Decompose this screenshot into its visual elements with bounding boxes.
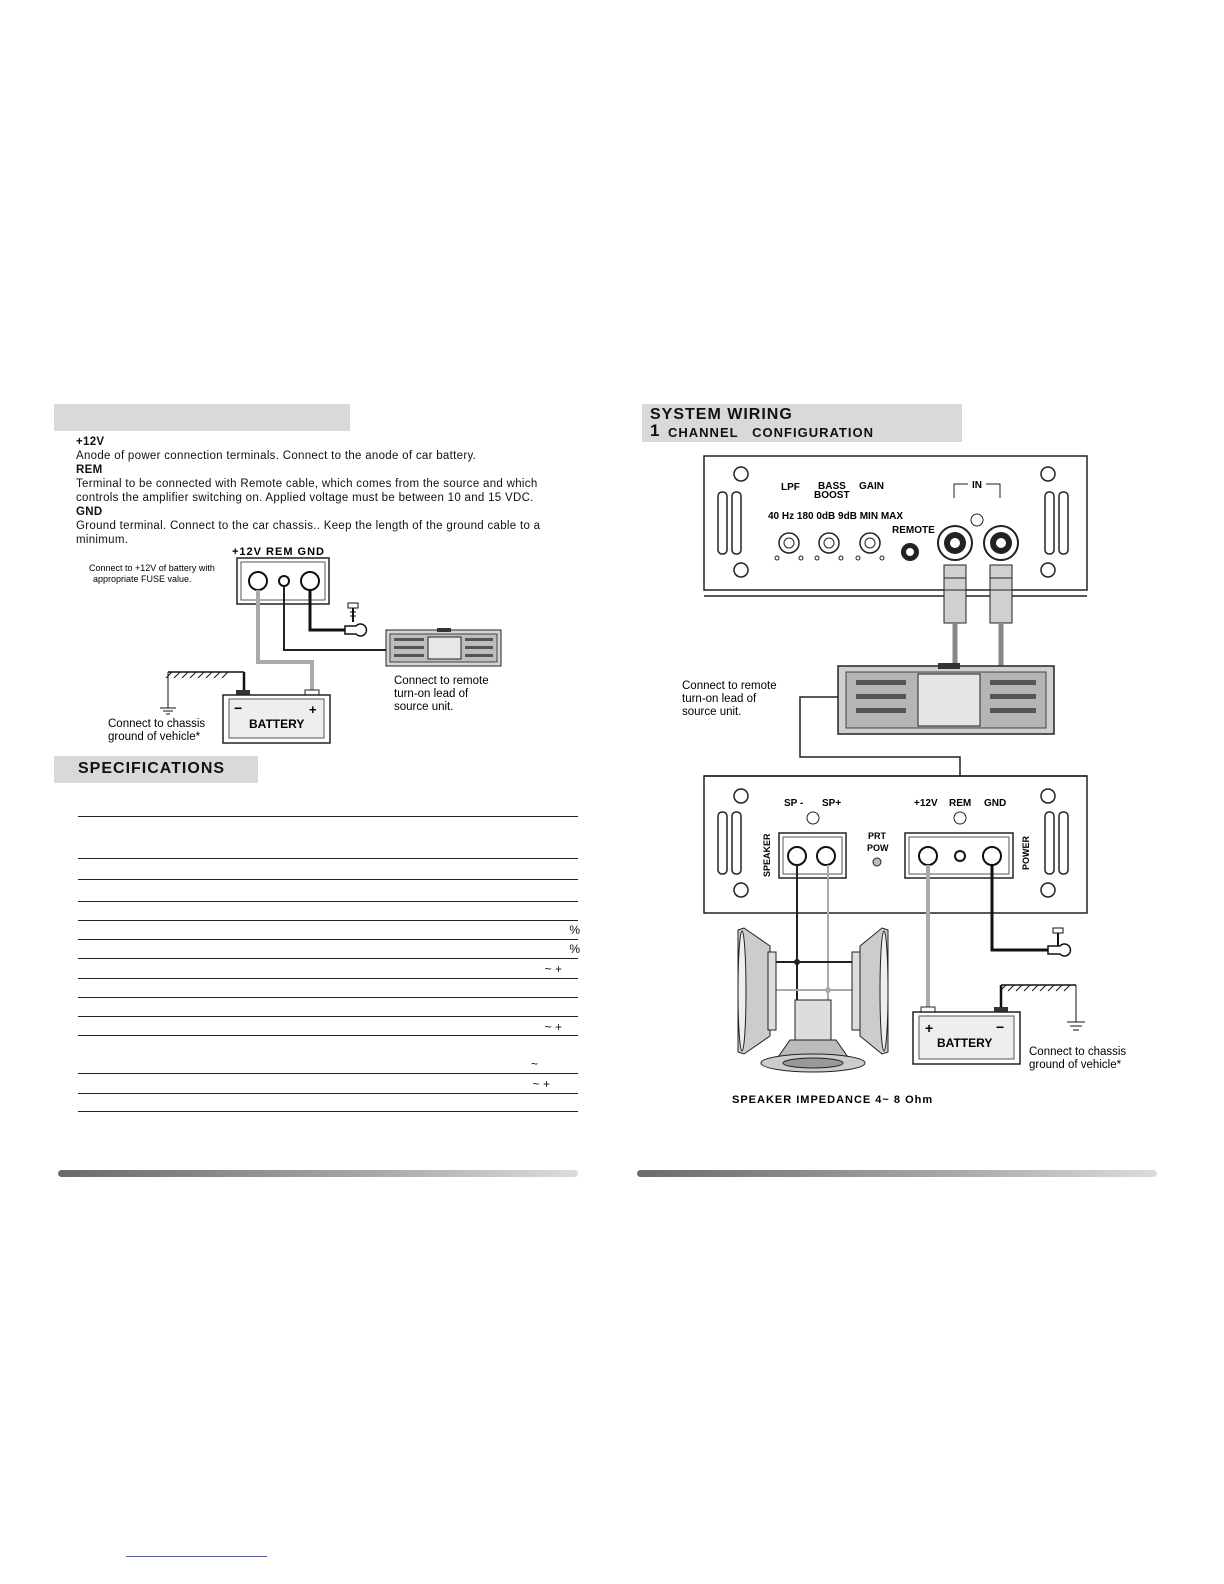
bass-boost-knob bbox=[819, 533, 839, 553]
ring-terminal-icon bbox=[1048, 944, 1070, 956]
terminal-name-rem: REM bbox=[76, 464, 103, 476]
spec-rule bbox=[78, 1093, 578, 1094]
battery-label: BATTERY bbox=[937, 1036, 993, 1050]
spec-rule bbox=[78, 997, 578, 998]
battery-plus: + bbox=[309, 702, 317, 717]
battery-plus: + bbox=[925, 1020, 934, 1036]
remote-note-2: turn-on lead of bbox=[682, 693, 757, 705]
remote-note-3: source unit. bbox=[394, 701, 454, 713]
screw-icon bbox=[1053, 928, 1063, 946]
spec-symbol: % bbox=[569, 942, 580, 956]
spec-rule bbox=[78, 958, 578, 959]
screw-icon bbox=[807, 812, 819, 824]
specifications-title: SPECIFICATIONS bbox=[78, 760, 226, 777]
speaker-icon bbox=[852, 928, 888, 1054]
amplifier-control-panel bbox=[704, 456, 1087, 596]
bass-boost-label-1: BASS bbox=[818, 481, 846, 492]
spec-rule bbox=[78, 939, 578, 940]
spec-rule bbox=[78, 1111, 578, 1112]
terminal-gnd bbox=[301, 572, 319, 590]
battery-minus: − bbox=[234, 700, 243, 716]
screw-icon bbox=[1041, 883, 1055, 897]
sp-plus-label: SP+ bbox=[822, 798, 842, 809]
screw-icon bbox=[971, 514, 983, 526]
right-footer-bar bbox=[637, 1170, 1157, 1177]
gain-label: GAIN bbox=[859, 481, 884, 492]
terminal-rem bbox=[279, 576, 289, 586]
speaker-terminal-minus bbox=[788, 847, 806, 865]
speaker-impedance-label: SPEAKER IMPEDANCE 4~ 8 Ohm bbox=[732, 1094, 934, 1106]
screw-icon bbox=[1041, 467, 1055, 481]
spec-rule bbox=[78, 858, 578, 859]
speaker-icon bbox=[738, 928, 776, 1054]
terminal-wiring-diagram bbox=[0, 540, 612, 750]
spec-rule bbox=[78, 901, 578, 902]
system-wiring-title: SYSTEM WIRING bbox=[650, 406, 793, 423]
terminal-name-gnd: GND bbox=[76, 506, 103, 518]
battery-minus: − bbox=[996, 1019, 1005, 1035]
gain-knob bbox=[860, 533, 880, 553]
system-wiring-diagram bbox=[612, 450, 1224, 1120]
screw-icon bbox=[734, 467, 748, 481]
spec-symbol: ~ + bbox=[544, 962, 562, 976]
spec-rule bbox=[78, 1035, 578, 1036]
terminal-labels: +12V REM GND bbox=[232, 546, 325, 558]
spec-symbol: ~ + bbox=[544, 1020, 562, 1034]
power-terminal-12v bbox=[919, 847, 937, 865]
indicator-led bbox=[873, 858, 881, 866]
terminal-desc-gnd: Ground terminal. Connect to the car chassis.. Keep the length of the ground cable to a minimum. bbox=[76, 520, 541, 546]
gnd-label: GND bbox=[984, 798, 1007, 809]
lpf-knob bbox=[779, 533, 799, 553]
spec-rule bbox=[78, 816, 578, 817]
rem-label: REM bbox=[949, 798, 972, 809]
input-label: IN bbox=[972, 480, 982, 491]
ring-terminal-icon bbox=[345, 624, 366, 636]
screw-icon bbox=[954, 812, 966, 824]
screw-icon bbox=[734, 789, 748, 803]
pow-label: POW bbox=[867, 843, 889, 853]
bottom-underline bbox=[126, 1556, 267, 1557]
chassis-note-2: ground of vehicle* bbox=[1029, 1059, 1122, 1071]
remote-note-2: turn-on lead of bbox=[394, 688, 469, 700]
chassis-note-1: Connect to chassis bbox=[1029, 1046, 1127, 1058]
channel-config-subtitle: CHANNEL CONFIGURATION bbox=[668, 425, 874, 440]
sp-minus-label: SP - bbox=[784, 798, 804, 809]
head-unit-icon bbox=[838, 663, 1054, 734]
spec-rule bbox=[78, 920, 578, 921]
terminal-desc-rem: Terminal to be connected with Remote cable, which comes from the source and which controls the amplifier switching on. Applied voltage must be between 10 and 15 VDC. bbox=[76, 478, 538, 504]
spec-symbol: % bbox=[569, 923, 580, 937]
spec-rule bbox=[78, 978, 578, 979]
bass-boost-label-2: BOOST bbox=[814, 490, 850, 501]
speaker-terminal-plus bbox=[817, 847, 835, 865]
left-footer-bar bbox=[58, 1170, 578, 1177]
chassis-note-1: Connect to chassis bbox=[108, 718, 206, 730]
head-unit-icon bbox=[386, 628, 501, 666]
screw-icon bbox=[1041, 563, 1055, 577]
power-vertical-label: POWER bbox=[1021, 835, 1031, 870]
remote-jack-label: REMOTE bbox=[892, 525, 935, 536]
amplifier-terminal-panel bbox=[704, 776, 1087, 913]
terminal-descriptions bbox=[76, 435, 566, 547]
plus12v-label: +12V bbox=[914, 798, 938, 809]
channel-number: 1 bbox=[650, 421, 661, 440]
battery-icon bbox=[223, 690, 330, 743]
speaker-vertical-label: SPEAKER bbox=[762, 833, 772, 877]
fuse-note-1: Connect to +12V of battery with bbox=[89, 563, 215, 573]
screw-icon bbox=[734, 883, 748, 897]
power-terminal-gnd bbox=[983, 847, 1001, 865]
remote-note-3: source unit. bbox=[682, 706, 742, 718]
screw-icon bbox=[734, 563, 748, 577]
terminal-desc-12v: Anode of power connection terminals. Connect to the anode of car battery. bbox=[76, 450, 477, 462]
battery-icon bbox=[913, 1007, 1020, 1064]
remote-note-1: Connect to remote bbox=[682, 680, 777, 692]
knob-range-labels: 40 Hz 180 0dB 9dB MIN MAX bbox=[768, 511, 904, 522]
prt-label: PRT bbox=[868, 831, 886, 841]
spec-rule bbox=[78, 879, 578, 880]
spec-symbol: ~ bbox=[530, 1057, 538, 1071]
spec-symbol: ~ + bbox=[532, 1077, 550, 1091]
remote-note-1: Connect to remote bbox=[394, 675, 489, 687]
speaker-icon bbox=[761, 1000, 865, 1072]
power-terminal-rem bbox=[955, 851, 965, 861]
lpf-label: LPF bbox=[781, 482, 800, 493]
fuse-note-2: appropriate FUSE value. bbox=[93, 574, 192, 584]
chassis-note-2: ground of vehicle* bbox=[108, 731, 201, 743]
battery-label: BATTERY bbox=[249, 717, 305, 731]
screw-icon bbox=[348, 603, 358, 622]
screw-icon bbox=[1041, 789, 1055, 803]
left-header-bar bbox=[54, 404, 350, 431]
terminal-name-12v: +12V bbox=[76, 436, 105, 448]
spec-rule bbox=[78, 1016, 578, 1017]
terminal-12v bbox=[249, 572, 267, 590]
spec-rule bbox=[78, 1073, 578, 1074]
